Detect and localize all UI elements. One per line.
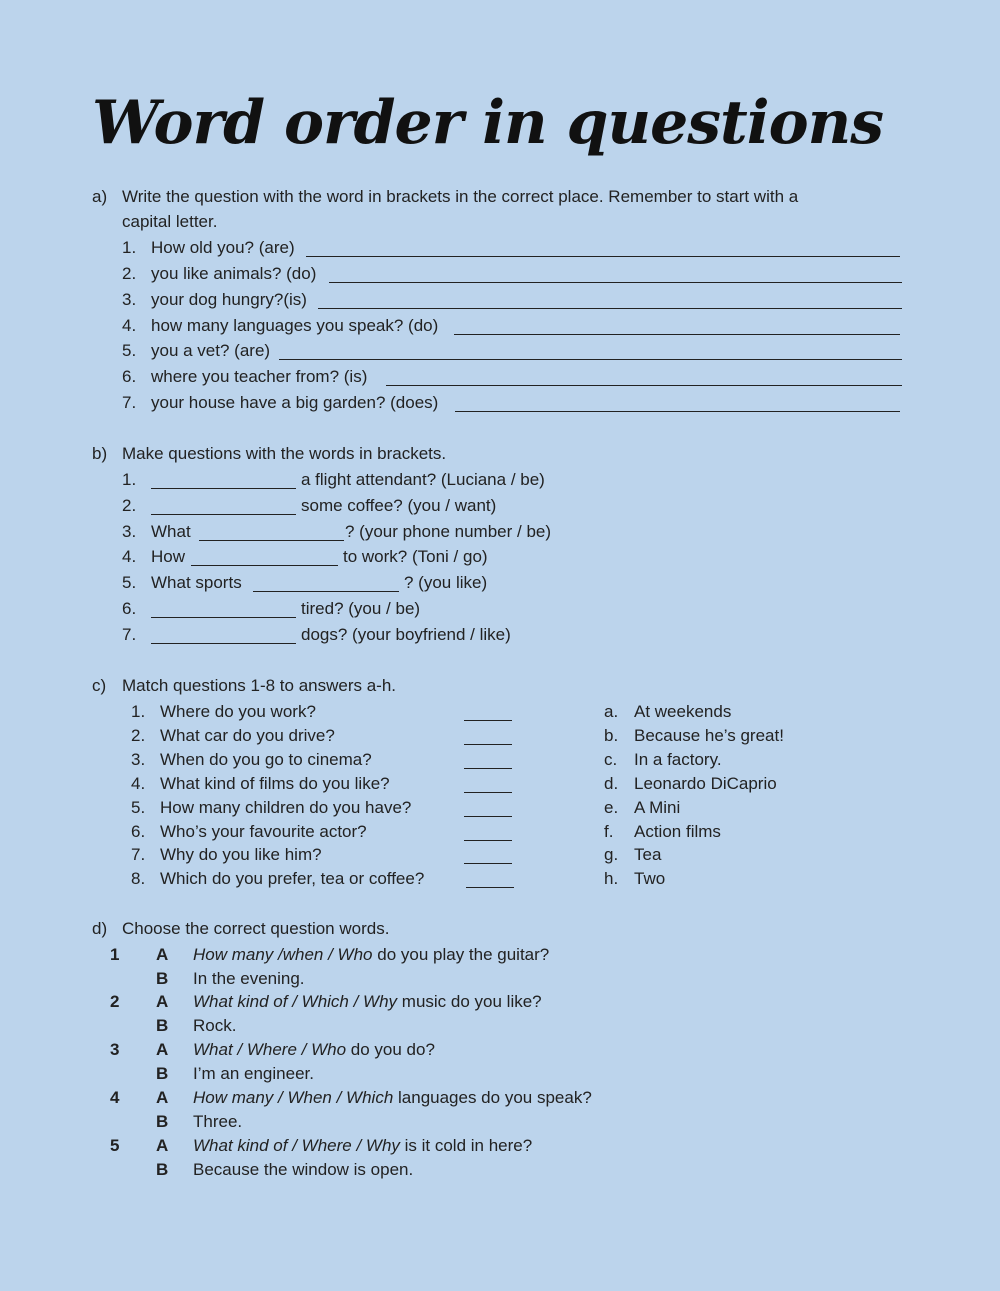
d-item-1-b-label: B xyxy=(156,969,169,988)
worksheet-title: Word order in questions xyxy=(92,88,883,158)
d-item-4-num: 4 xyxy=(110,1088,120,1107)
section-a-instruction-2: capital letter. xyxy=(122,212,218,231)
b-item-2-blank[interactable] xyxy=(151,513,296,515)
c-question-4-num: 4. xyxy=(131,774,146,793)
a-item-3-answer-line[interactable] xyxy=(318,307,902,309)
section-c-letter: c) xyxy=(92,676,107,695)
b-item-3-before: What xyxy=(151,522,191,541)
c-question-2-num: 2. xyxy=(131,726,146,745)
a-item-2-num: 2. xyxy=(122,264,137,283)
d-item-2-options[interactable]: What kind of / Which / Why xyxy=(193,992,398,1011)
c-question-4-text: What kind of films do you like? xyxy=(160,774,390,793)
d-item-3-num: 3 xyxy=(110,1040,120,1059)
a-item-2-text: you like animals? (do) xyxy=(151,264,317,283)
c-answer-b-letter: b. xyxy=(604,726,619,745)
c-question-7-blank[interactable] xyxy=(464,862,512,864)
c-answer-f-text: Action films xyxy=(634,822,721,841)
b-item-3-blank[interactable] xyxy=(199,539,344,541)
d-item-2-a-line xyxy=(193,992,542,1012)
b-item-6-after: tired? (you / be) xyxy=(301,599,421,618)
c-answer-h-letter: h. xyxy=(604,869,619,888)
c-answer-g-letter: g. xyxy=(604,845,619,864)
section-d-instruction: Choose the correct question words. xyxy=(122,919,390,938)
a-item-7-answer-line[interactable] xyxy=(455,410,900,412)
d-item-5-options[interactable]: What kind of / Where / Why xyxy=(193,1136,400,1155)
a-item-5-answer-line[interactable] xyxy=(279,358,902,360)
b-item-1-after: a flight attendant? (Luciana / be) xyxy=(301,470,545,489)
a-item-1-answer-line[interactable] xyxy=(306,255,900,257)
c-answer-e-text: A Mini xyxy=(634,798,681,817)
d-item-3-rest: do you do? xyxy=(346,1040,435,1059)
c-question-6-blank[interactable] xyxy=(464,839,512,841)
section-b-letter: b) xyxy=(92,444,108,463)
d-item-4-a-label: A xyxy=(156,1088,169,1107)
a-item-7-text: your house have a big garden? (does) xyxy=(151,393,439,412)
c-answer-a-text: At weekends xyxy=(634,702,732,721)
a-item-5-text: you a vet? (are) xyxy=(151,341,271,360)
c-question-8-blank[interactable] xyxy=(466,886,514,888)
b-item-1-num: 1. xyxy=(122,470,137,489)
b-item-5-num: 5. xyxy=(122,573,137,592)
b-item-5-after: ? (you like) xyxy=(404,573,488,592)
b-item-5-blank[interactable] xyxy=(253,590,399,592)
d-item-4-a-line xyxy=(193,1088,592,1108)
d-item-4-options[interactable]: How many / When / Which xyxy=(193,1088,394,1107)
c-question-7-text: Why do you like him? xyxy=(160,845,322,864)
d-item-1-options[interactable]: How many /when / Who xyxy=(193,945,373,964)
c-answer-b-text: Because he’s great! xyxy=(634,726,784,745)
b-item-5-before: What sports xyxy=(151,573,242,592)
c-question-3-text: When do you go to cinema? xyxy=(160,750,372,769)
d-item-3-a-line xyxy=(193,1040,435,1060)
b-item-7-num: 7. xyxy=(122,625,137,644)
a-item-5-num: 5. xyxy=(122,341,137,360)
b-item-4-blank[interactable] xyxy=(191,564,338,566)
c-question-4-blank[interactable] xyxy=(464,791,512,793)
d-item-5-num: 5 xyxy=(110,1136,120,1155)
b-item-3-after: ? (your phone number / be) xyxy=(345,522,552,541)
a-item-6-text: where you teacher from? (is) xyxy=(151,367,368,386)
d-item-1-b-text: In the evening. xyxy=(193,969,305,988)
d-item-4-b-label: B xyxy=(156,1112,169,1131)
section-c-instruction: Match questions 1-8 to answers a-h. xyxy=(122,676,397,695)
c-question-5-num: 5. xyxy=(131,798,146,817)
b-item-1-blank[interactable] xyxy=(151,487,296,489)
c-answer-a-letter: a. xyxy=(604,702,619,721)
b-item-7-after: dogs? (your boyfriend / like) xyxy=(301,625,511,644)
c-question-3-num: 3. xyxy=(131,750,146,769)
c-answer-c-letter: c. xyxy=(604,750,618,769)
b-item-7-blank[interactable] xyxy=(151,642,296,644)
c-question-1-num: 1. xyxy=(131,702,146,721)
d-item-1-rest: do you play the guitar? xyxy=(372,945,550,964)
d-item-3-options[interactable]: What / Where / Who xyxy=(193,1040,347,1059)
a-item-1-text: How old you? (are) xyxy=(151,238,295,257)
section-a-instruction-1: Write the question with the word in brackets in the correct place. Remember to start with a xyxy=(122,187,799,206)
d-item-3-a-label: A xyxy=(156,1040,169,1059)
c-question-6-text: Who’s your favourite actor? xyxy=(160,822,367,841)
d-item-5-rest: is it cold in here? xyxy=(399,1136,533,1155)
c-question-5-blank[interactable] xyxy=(464,815,512,817)
b-item-2-after: some coffee? (you / want) xyxy=(301,496,497,515)
c-answer-d-text: Leonardo DiCaprio xyxy=(634,774,777,793)
c-question-1-text: Where do you work? xyxy=(160,702,316,721)
c-question-3-blank[interactable] xyxy=(464,767,512,769)
section-b-instruction: Make questions with the words in brackets. xyxy=(122,444,447,463)
c-answer-d-letter: d. xyxy=(604,774,619,793)
c-answer-g-text: Tea xyxy=(634,845,662,864)
c-question-6-num: 6. xyxy=(131,822,146,841)
d-item-4-b-text: Three. xyxy=(193,1112,243,1131)
d-item-1-a-line xyxy=(193,945,549,965)
a-item-3-text: your dog hungry?(is) xyxy=(151,290,307,309)
d-item-3-b-label: B xyxy=(156,1064,169,1083)
d-item-4-rest: languages do you speak? xyxy=(393,1088,592,1107)
d-item-2-rest: music do you like? xyxy=(397,992,542,1011)
d-item-2-num: 2 xyxy=(110,992,120,1011)
section-d-letter: d) xyxy=(92,919,108,938)
a-item-4-text: how many languages you speak? (do) xyxy=(151,316,439,335)
d-item-1-a-label: A xyxy=(156,945,169,964)
d-item-5-b-label: B xyxy=(156,1160,169,1179)
a-item-3-num: 3. xyxy=(122,290,137,309)
a-item-6-answer-line[interactable] xyxy=(386,384,902,386)
b-item-6-blank[interactable] xyxy=(151,616,296,618)
c-question-2-blank[interactable] xyxy=(464,743,512,745)
d-item-3-b-text: I’m an engineer. xyxy=(193,1064,314,1083)
a-item-4-num: 4. xyxy=(122,316,137,335)
d-item-1-num: 1 xyxy=(110,945,120,964)
a-item-2-answer-line[interactable] xyxy=(329,281,902,283)
c-question-5-text: How many children do you have? xyxy=(160,798,412,817)
b-item-6-num: 6. xyxy=(122,599,137,618)
b-item-4-after: to work? (Toni / go) xyxy=(343,547,488,566)
d-item-5-a-line xyxy=(193,1136,532,1156)
c-question-8-text: Which do you prefer, tea or coffee? xyxy=(160,869,425,888)
a-item-6-num: 6. xyxy=(122,367,137,386)
b-item-2-num: 2. xyxy=(122,496,137,515)
d-item-5-b-text: Because the window is open. xyxy=(193,1160,414,1179)
d-item-2-b-label: B xyxy=(156,1016,169,1035)
c-answer-h-text: Two xyxy=(634,869,666,888)
c-question-8-num: 8. xyxy=(131,869,146,888)
b-item-4-before: How xyxy=(151,547,186,566)
c-answer-e-letter: e. xyxy=(604,798,619,817)
a-item-4-answer-line[interactable] xyxy=(454,333,900,335)
section-a-letter: a) xyxy=(92,187,108,206)
c-question-2-text: What car do you drive? xyxy=(160,726,335,745)
c-answer-c-text: In a factory. xyxy=(634,750,722,769)
d-item-2-b-text: Rock. xyxy=(193,1016,237,1035)
b-item-3-num: 3. xyxy=(122,522,137,541)
a-item-7-num: 7. xyxy=(122,393,137,412)
c-answer-f-letter: f. xyxy=(604,822,614,841)
b-item-4-num: 4. xyxy=(122,547,137,566)
a-item-1-num: 1. xyxy=(122,238,137,257)
d-item-2-a-label: A xyxy=(156,992,169,1011)
d-item-5-a-label: A xyxy=(156,1136,169,1155)
c-question-7-num: 7. xyxy=(131,845,146,864)
c-question-1-blank[interactable] xyxy=(464,719,512,721)
